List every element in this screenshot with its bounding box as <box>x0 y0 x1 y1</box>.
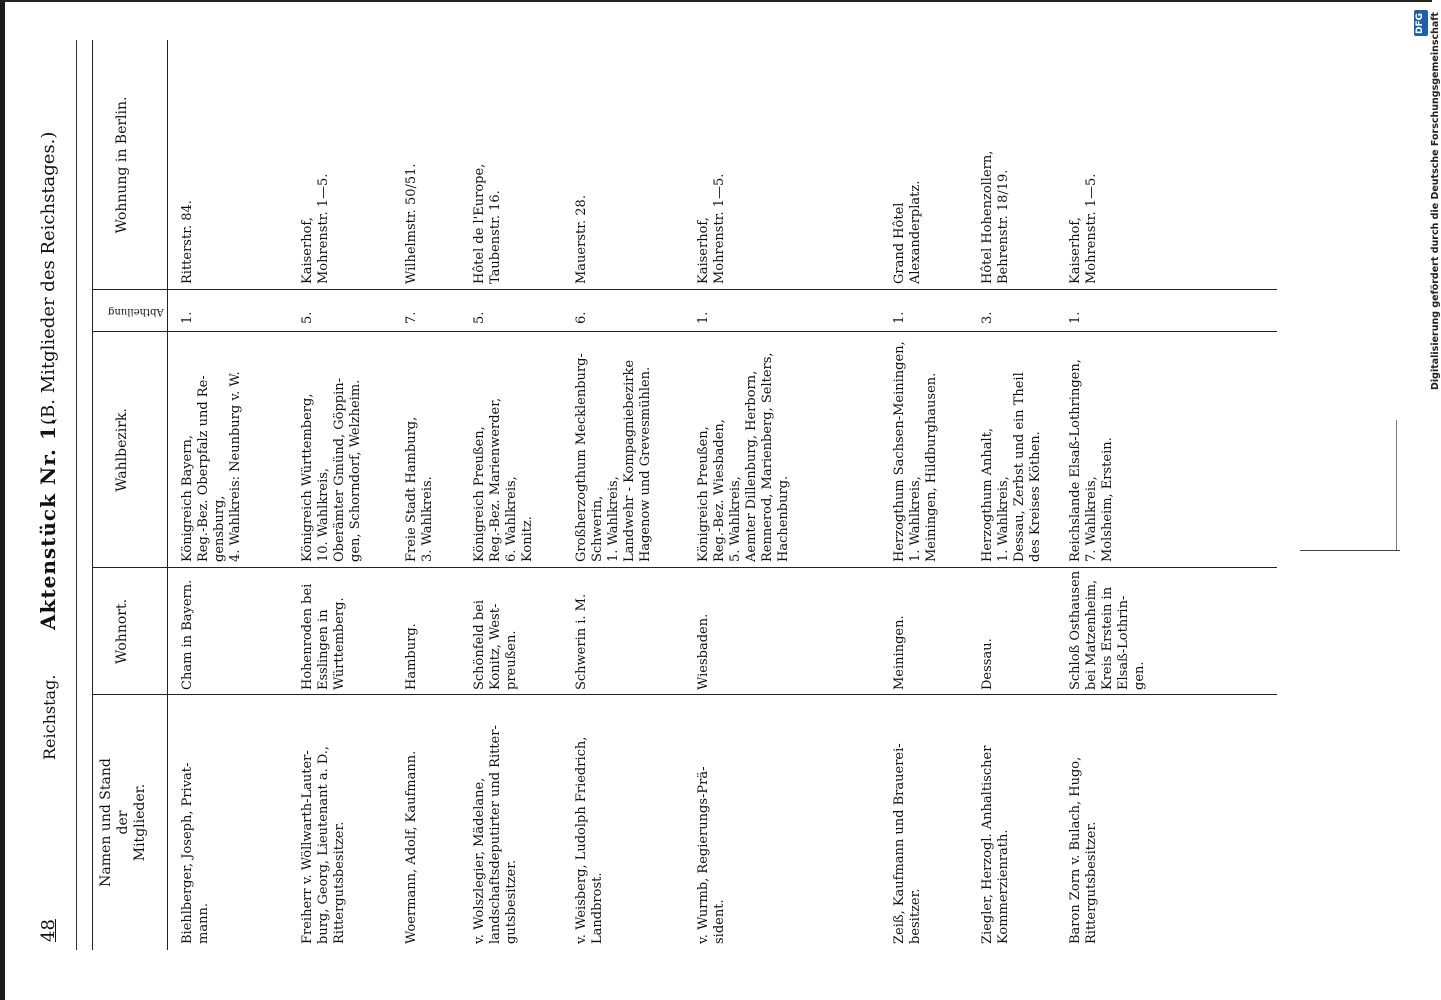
header-division-label: Abtheilung <box>108 306 164 317</box>
row-6-district: Königreich Preußen, Reg.-Bez. Wiesbaden, 5. Wahlkreis, Aemter Dillenburg, Herborn, Rennerod, Marienberg, Selters, Hachenburg. <box>696 352 791 562</box>
row-4-district: Königreich Preußen, Reg.-Bez. Marienwerder, 6. Wahlkreis, Konitz. <box>472 397 535 562</box>
row-7-division: 1. <box>892 311 907 324</box>
row-6-berlin: Kaiserhof, Mohrenstr. 1—5. <box>696 173 727 284</box>
document-title: Aktenstück Nr. 1. <box>36 417 60 630</box>
row-1-district: Königreich Bayern, Reg.-Bez. Oberpfalz und Re- gensburg, 4. Wahlkreis: Neunburg v. W. <box>180 371 243 562</box>
row-3-residence: Hamburg. <box>404 623 419 690</box>
scan-left-edge <box>0 0 5 1000</box>
col-sep-1 <box>92 694 1277 695</box>
row-8-name: Ziegler, Herzogl. Anhaltischer Kommerzienrath. <box>980 745 1011 944</box>
header-name: Namen und Stand der Mitglieder. <box>98 758 148 887</box>
row-2-district: Königreich Württemberg, 10. Wahlkreis, Oberämter Gmünd, Göppin- gen, Schorndorf, Welzheim. <box>300 377 363 562</box>
row-5-berlin: Mauerstr. 28. <box>574 195 589 284</box>
row-9-name: Baron Zorn v. Bulach, Hugo, Rittergutsbesitzer. <box>1068 756 1099 944</box>
row-7-name: Zeiß, Kaufmann und Brauerei- besitzer. <box>892 743 923 944</box>
dfg-logo <box>1414 10 1428 36</box>
document-subtitle: (B. Mitglieder des Reichstages.) <box>38 131 59 425</box>
row-4-name: v. Wolszlegier, Mädelane, landschaftsdeputirter und Ritter- gutsbesitzer. <box>472 725 519 944</box>
table-top-rule <box>92 40 93 950</box>
margin-rule <box>1300 550 1400 551</box>
row-5-name: v. Weisberg, Ludolph Friedrich, Landbrost. <box>574 736 605 944</box>
col-sep-3 <box>92 331 1277 332</box>
header-division <box>96 290 166 332</box>
header-district: Wahlbezirk. <box>114 408 130 492</box>
row-2-name: Freiherr v. Wöllwarth-Lauter- burg, Georg, Lieutenant a. D., Rittergutsbesitzer. <box>300 745 347 944</box>
col-sep-4 <box>92 289 1277 290</box>
row-1-berlin: Ritterstr. 84. <box>180 200 195 284</box>
members-table <box>92 40 1277 950</box>
row-8-berlin: Hôtel Hohenzollern, Behrenstr. 18/19. <box>980 150 1011 284</box>
row-8-residence: Dessau. <box>980 638 995 690</box>
row-6-residence: Wiesbaden. <box>696 613 711 690</box>
row-3-berlin: Wilhelmstr. 50/51. <box>404 163 419 284</box>
header-bottom-rule <box>167 40 168 950</box>
row-9-district: Reichslande Elsaß-Lothringen, 7. Wahlkreis, Molsheim, Erstein. <box>1068 359 1115 562</box>
row-4-residence: Schönfeld bei Konitz, West- preußen. <box>472 599 519 690</box>
row-7-residence: Meiningen. <box>892 615 907 690</box>
row-4-berlin: Hôtel de l'Europe, Taubenstr. 16. <box>472 163 503 284</box>
margin-rule-vertical <box>1396 420 1397 550</box>
row-9-residence: Schloß Osthausen bei Matzenheim, Kreis Erstein in Elsaß-Lothrin- gen. <box>1068 570 1147 690</box>
row-3-district: Freie Stadt Hamburg, 3. Wahlkreis. <box>404 416 435 562</box>
row-2-residence: Hohenroden bei Esslingen in Württemberg. <box>300 583 347 690</box>
header-residence: Wohnort. <box>114 598 130 665</box>
row-7-berlin: Grand Hôtel Alexanderplatz. <box>892 180 923 284</box>
row-5-division: 6. <box>574 311 589 324</box>
row-4-division: 5. <box>472 311 487 324</box>
row-9-berlin: Kaiserhof, Mohrenstr. 1—5. <box>1068 173 1099 284</box>
row-3-name: Woermann, Adolf, Kaufmann. <box>404 750 419 944</box>
row-6-name: v. Wurmb, Regierungs-Prä- sident. <box>696 766 727 944</box>
row-3-division: 7. <box>404 311 419 324</box>
dfg-logo-text: DFG <box>1415 12 1425 34</box>
scan-top-edge <box>0 0 1432 2</box>
row-9-division: 1. <box>1068 311 1083 324</box>
row-1-division: 1. <box>180 311 195 324</box>
running-head <box>30 40 77 950</box>
row-7-district: Herzogthum Sachsen-Meiningen, 1. Wahlkreis, Meiningen, Hildburghausen. <box>892 341 939 562</box>
periodical-name: Reichstag. <box>40 674 59 760</box>
row-6-division: 1. <box>696 311 711 324</box>
page-number: 48 <box>38 919 59 942</box>
row-8-division: 3. <box>980 311 995 324</box>
row-2-division: 5. <box>300 311 315 324</box>
col-sep-2 <box>92 567 1277 568</box>
row-1-name: Biehlberger, Joseph, Privat- mann. <box>180 762 211 944</box>
row-5-district: Großherzogthum Mecklenburg- Schwerin, 1. Wahlkreis, Landwehr - Kompagniebezirke Hagenow und Grevesmühlen. <box>574 353 653 562</box>
header-berlin: Wohnung in Berlin. <box>114 96 130 234</box>
row-2-berlin: Kaiserhof, Mohrenstr. 1—5. <box>300 173 331 284</box>
row-1-residence: Cham in Bayern. <box>180 579 195 690</box>
row-5-residence: Schwerin i. M. <box>574 593 589 690</box>
row-8-district: Herzogthum Anhalt, 1. Wahlkreis, Dessau, Zerbst und ein Theil des Kreises Köthen. <box>980 372 1043 562</box>
book-page <box>30 40 1415 950</box>
digitization-credit: Digitalisierung gefördert durch die Deutsche Forschungsgemeinschaft <box>1430 12 1441 390</box>
